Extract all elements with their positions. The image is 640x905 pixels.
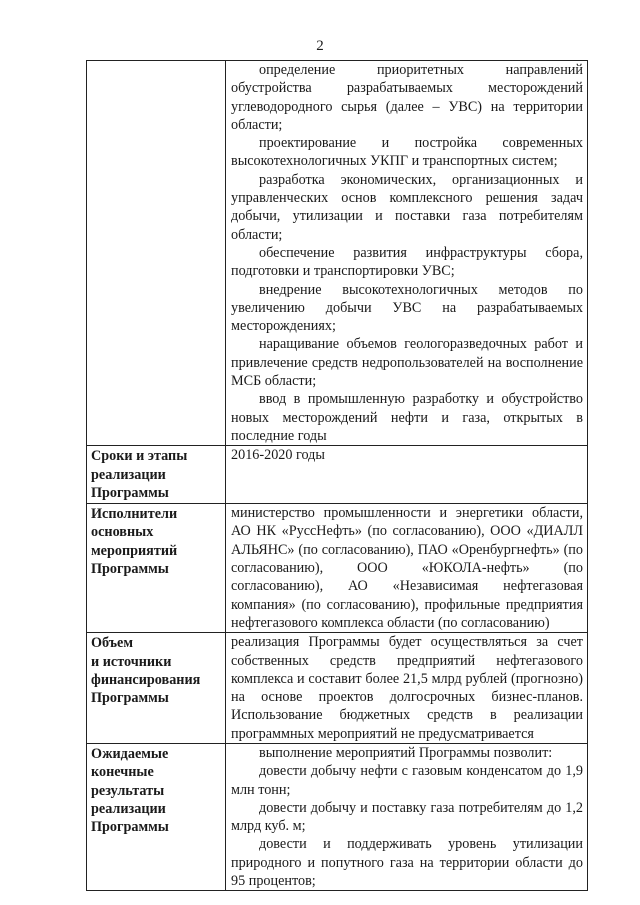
row-label-line: мероприятий [91,542,178,559]
page-number: 2 [316,38,324,54]
row-label-line: и источники [91,653,172,670]
table-row [87,633,588,744]
content-paragraph: обеспечение развития инфраструктуры сбора, подготовки и транспортировки УВС; [231,244,583,280]
row-label-line: Сроки и этапы [91,448,188,465]
row-label-cell [87,743,226,890]
content-paragraph: министерство промышленности и энергетики области, АО НК «РуссНефть» (по согласованию), ООО «ДИАЛЛ АЛЬЯНС» (по согласованию), ПАО «Оренбургнефть» (по согласованию), ООО «ЮКОЛА-нефть» (по согласованию), АО «Независимая нефтегазовая компания» (по согласованию), профильные предприятия нефтегазового комплекса области (по согласованию) [231,505,583,631]
row-label-cell [87,446,226,504]
content-paragraph: наращивание объемов геологоразведочных работ и привлечение средств недропользователей на восполнение МСБ области; [231,336,583,390]
row-label-line: финансирования [91,671,201,688]
content-paragraph: довести добычу нефти с газовым конденсатом до 1,9 млн тонн; [231,763,583,798]
content-paragraph: ввод в промышленную разработку и обустройство новых месторождений нефти и газа, открытых в последние годы [231,391,583,444]
row-label-line: Программы [91,484,169,501]
row-label-line: результаты [91,782,165,799]
row-label-line: Программы [91,561,169,578]
row-label-line: основных [91,524,154,541]
content-paragraph: определение приоритетных направлений обустройства разрабатываемых месторождений углеводородного сырья (далее – УВС) на территории области; [231,62,583,133]
row-label-line: реализации [91,800,166,817]
content-paragraph: разработка экономических, организационных и управленческих основ комплексного решения задач добычи, утилизации и поставки газа потребителям области; [231,171,583,243]
row-content-cell [226,633,588,744]
table-row [87,61,588,446]
content-paragraph: довести и поддерживать уровень утилизации природного и попутного газа на территории области до 95 процентов; [231,836,583,890]
program-passport-table [86,60,588,891]
row-label-line: Ожидаемые [91,745,169,762]
row-label-line: реализации [91,466,166,483]
content-paragraph: 2016-2020 годы [231,447,325,464]
row-label-line: Программы [91,690,169,707]
row-content-cell [226,743,588,890]
row-content-cell [226,61,588,446]
row-label-line: Исполнители [91,506,178,523]
table-row [87,743,588,890]
row-content-cell [226,504,588,633]
row-label-line: Объем [91,635,134,652]
content-paragraph: реализация Программы будет осуществляться за счет собственных средств предприятий нефтегазового комплекса и составит более 21,5 млрд рублей (прогнозно) на основе проектов долгосрочных бизнес-планов. Использование бюджетных средств в реализации программных мероприятий не предусматривается [231,634,583,742]
row-label-cell [87,633,226,744]
content-paragraph: проектирование и постройка современных высокотехнологичных УКПГ и транспортных систем; [231,135,583,170]
row-label-line: конечные [91,764,154,781]
content-paragraph: внедрение высокотехнологичных методов по увеличению добычи УВС на разрабатываемых месторождениях; [231,281,583,335]
table-row [87,446,588,504]
row-label-cell [87,61,226,446]
content-paragraph: довести добычу и поставку газа потребителям до 1,2 млрд куб. м; [231,799,583,835]
row-content-cell [226,446,588,504]
row-label-cell [87,504,226,633]
row-label-line: Программы [91,819,169,836]
table-row [87,504,588,633]
content-paragraph: выполнение мероприятий Программы позволит: [259,744,553,761]
